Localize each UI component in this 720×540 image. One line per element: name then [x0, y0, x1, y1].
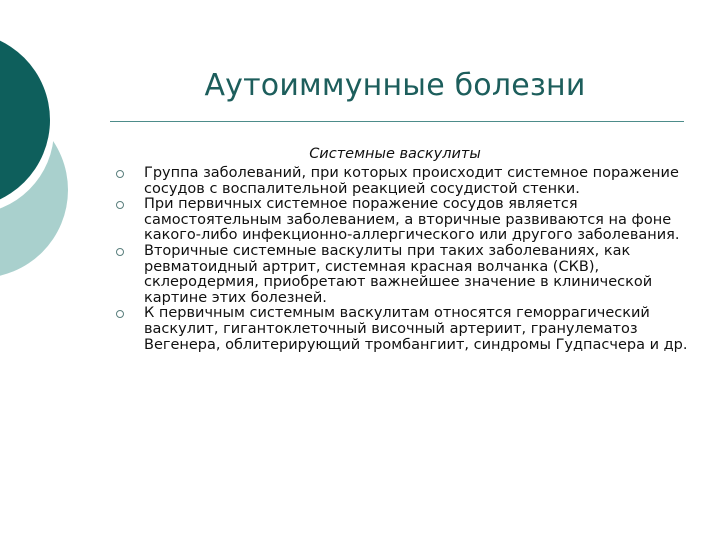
slide-title: Аутоиммунные болезни: [204, 68, 586, 103]
hollow-circle-bullet-icon: [116, 310, 124, 318]
bullet-item: [110, 244, 690, 306]
slide-subtitle: Системные васкулиты: [309, 146, 481, 162]
bullet-item: [110, 306, 690, 353]
bullet-item: [110, 197, 690, 244]
bullet-text: Вторичные системные васкулиты при таких заболеваниях, как ревматоидный артрит, системная красная волчанка (СКВ), склеродермия, приобретают важнейшее значение в клинической картине этих болезней.: [144, 242, 653, 306]
bullet-text: При первичных системное поражение сосудов является самостоятельным заболеванием, а вторичные развиваются на фоне какого-либо инфекционно-аллергического или другого заболевания.: [144, 196, 680, 244]
hollow-circle-bullet-icon: [116, 248, 124, 256]
hollow-circle-bullet-icon: [116, 201, 124, 209]
bullet-list: [110, 166, 690, 353]
bullet-text: К первичным системным васкулитам относятся геморрагический васкулит, гигантоклеточный височный артериит, гранулематоз Вегенера, облитерирующий тромбангиит, синдромы Гудпасчера и др.: [144, 305, 688, 353]
bullet-item: [110, 166, 690, 197]
decorative-circles: [0, 0, 110, 300]
title-divider: [110, 121, 684, 122]
hollow-circle-bullet-icon: [116, 170, 124, 178]
bullet-text: Группа заболеваний, при которых происходит системное поражение сосудов с воспалительной реакцией сосудистой стенки.: [144, 165, 679, 197]
